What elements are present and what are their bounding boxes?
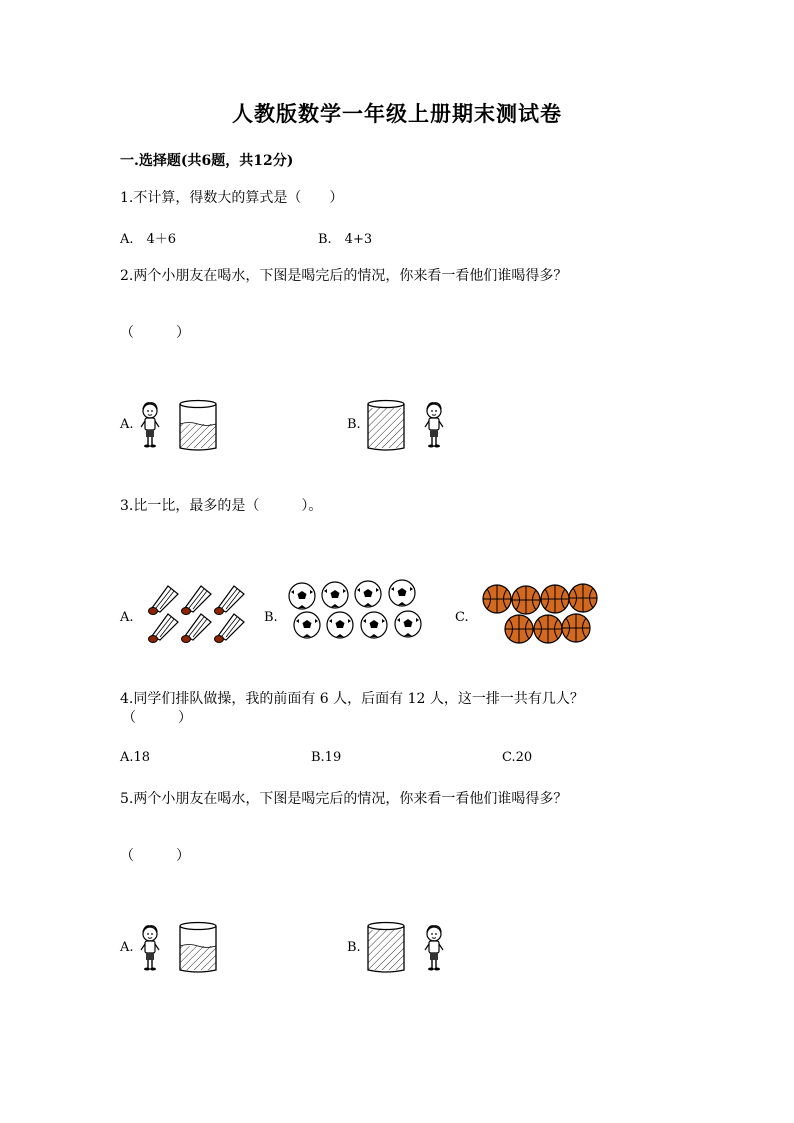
question-4-stem: 4.同学们排队做操，我的前面有 6 人，后面有 12 人，这一排一共有几人？	[120, 691, 584, 707]
q5-child-b-figure	[424, 925, 446, 973]
q1-option-a[interactable]: A. 4＋6	[120, 232, 177, 247]
q3-soccer-balls-figure	[288, 579, 424, 639]
page-title: 人教版数学一年级上册期末测试卷	[232, 101, 562, 126]
q1-option-b[interactable]: B. 4+3	[318, 232, 373, 247]
question-2-stem: 2.两个小朋友在喝水，下图是喝完后的情况，你来看一看他们谁喝得多？	[120, 268, 568, 284]
question-5-stem: 5.两个小朋友在喝水，下图是喝完后的情况，你来看一看他们谁喝得多？	[120, 791, 568, 807]
q3-basketballs-figure	[482, 583, 600, 645]
q2-cup-b-figure	[366, 400, 408, 452]
q3-shuttlecocks-figure	[148, 578, 248, 640]
question-3-stem: 3.比一比，最多的是（ ）。	[120, 498, 323, 514]
section-heading: 一.选择题(共6题，共12分)	[120, 153, 294, 169]
q2-option-a[interactable]: A.	[120, 417, 134, 432]
q2-child-a-figure	[140, 402, 162, 450]
q5-answer-paren: （ ）	[120, 848, 190, 864]
q5-child-a-figure	[140, 925, 162, 973]
q3-option-a[interactable]: A.	[120, 610, 134, 625]
q5-cup-b-figure	[366, 922, 408, 974]
q5-option-b[interactable]: B.	[347, 940, 361, 955]
q2-cup-a-figure	[178, 400, 220, 452]
q2-answer-paren: （ ）	[120, 325, 190, 341]
q4-option-c[interactable]: C.20	[502, 750, 533, 765]
q4-answer-paren: （ ）	[122, 710, 192, 726]
q5-cup-a-figure	[178, 922, 220, 974]
q3-option-b[interactable]: B.	[264, 610, 278, 625]
q2-option-b[interactable]: B.	[347, 417, 361, 432]
q2-child-b-figure	[424, 402, 446, 450]
q5-option-a[interactable]: A.	[120, 940, 134, 955]
q4-option-b[interactable]: B.19	[311, 750, 342, 765]
question-1-stem: 1.不计算，得数大的算式是（ ）	[120, 190, 344, 206]
q3-option-c[interactable]: C.	[455, 610, 469, 625]
q4-option-a[interactable]: A.18	[120, 750, 151, 765]
